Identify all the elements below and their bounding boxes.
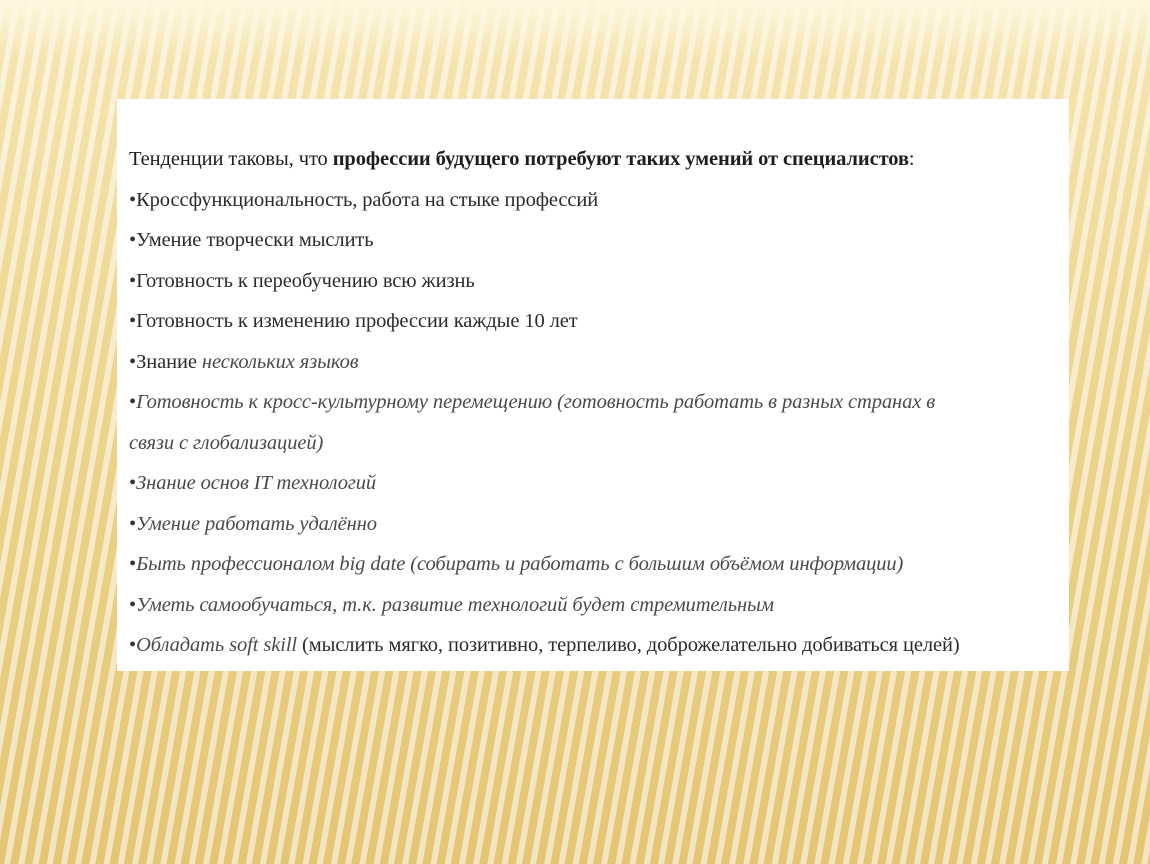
list-item [129,585,1059,626]
list-item-text: Готовность к переобучению всю жизнь [136,269,475,292]
list-item-text: Готовность к изменению профессии каждые 10 лет [136,310,578,332]
bullet-icon: • [129,188,137,211]
intro-bold: профессии будущего потребуют таких умений от специалистов [332,148,909,170]
bullet-icon: • [129,350,137,373]
bullet-icon: • [129,269,137,292]
intro-suffix: : [908,148,915,170]
list-item [129,220,1059,261]
list-item-italic: Готовность к кросс-культурному перемещению (готовность работать в разных странах в [136,391,936,413]
bullet-icon: • [129,593,137,616]
bullet-icon: • [129,553,137,575]
list-item [129,261,1059,302]
list-item [129,382,1059,423]
list-item-italic: Быть профессионалом big date (собирать и работать с большим объёмом информации) [136,553,904,575]
list-item [129,180,1059,221]
list-item-text: Кроссфункциональность, работа на стыке профессий [136,188,599,211]
list-item-italic: Умение работать удалённо [136,512,377,535]
list-item [129,463,1059,504]
list-item-italic: Обладать soft skill [136,634,298,656]
bullet-icon: • [129,310,137,332]
slide-content-box [117,99,1069,671]
bullet-icon: • [129,634,137,656]
list-item-text: (мыслить мягко, позитивно, терпеливо, доброжелательно добиваться целей) [297,634,960,656]
list-item [129,342,1059,383]
bullet-icon: • [129,512,137,535]
bullet-icon: • [129,472,137,494]
list-item-italic: Знание основ IT технологий [136,472,377,494]
background-glow [0,0,1150,60]
bullet-icon: • [129,391,137,413]
list-item [129,544,1059,585]
list-item-continuation [129,423,1059,464]
list-item-text: Умение творчески мыслить [136,229,374,251]
list-item [129,625,1059,666]
intro-prefix: Тенденции таковы, что [129,148,333,170]
list-item-italic: Уметь самообучаться, т.к. развитие технологий будет стремительным [136,593,774,616]
list-item [129,504,1059,545]
intro-line [129,139,1059,180]
list-item-italic: связи с глобализацией) [129,431,324,454]
list-item-italic: нескольких языков [201,350,359,373]
bullet-icon: • [129,229,137,251]
list-item-text: Знание [136,350,202,373]
list-item [129,301,1059,342]
